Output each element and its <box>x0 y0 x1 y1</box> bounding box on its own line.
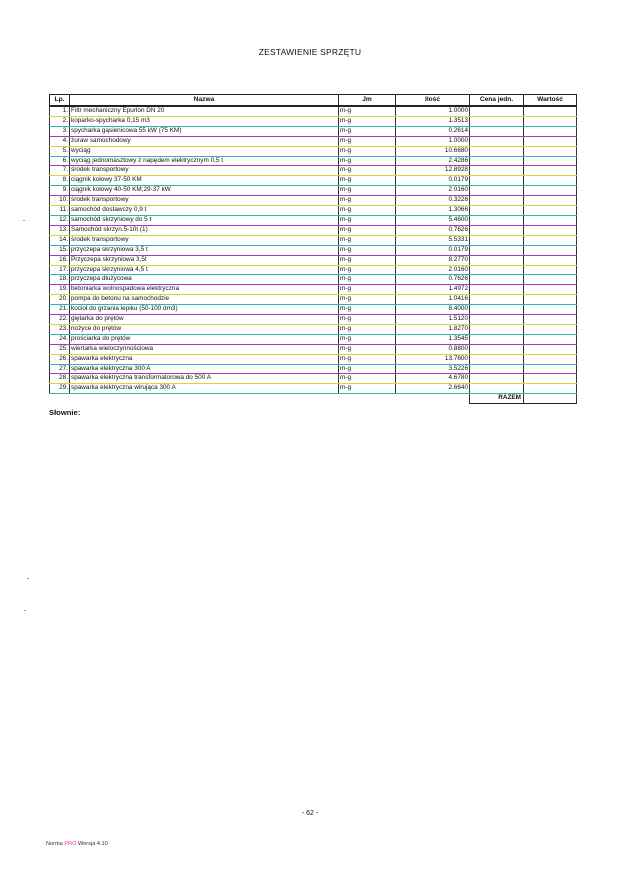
table-row <box>50 245 577 255</box>
footer-version: Wersja 4.10 <box>76 841 108 847</box>
row-unit-price <box>470 285 524 295</box>
table-row <box>50 275 577 285</box>
footer-brand: PRO <box>64 841 77 847</box>
table-row <box>50 136 577 146</box>
row-value <box>524 255 577 265</box>
row-name: przyczepa dłużycowa <box>70 275 339 285</box>
row-qty: 13.7600 <box>396 354 470 364</box>
row-name: spycharka gąsienicowa 55 kW (75 KM) <box>70 126 339 136</box>
row-jm: m-g <box>339 285 396 295</box>
row-unit-price <box>470 196 524 206</box>
row-qty: 1.5120 <box>396 315 470 325</box>
row-name: ciągnik kołowy 40-50 KM;29-37 kW <box>70 186 339 196</box>
row-lp: 9. <box>50 186 70 196</box>
row-value <box>524 215 577 225</box>
header-unit-price: Cena jedn. <box>470 95 524 107</box>
scan-speck <box>27 578 29 579</box>
row-qty: 12.8928 <box>396 166 470 176</box>
row-name: wyciąg jednomasztowy z napędem elektrycznym 0,5 t <box>70 156 339 166</box>
row-value <box>524 364 577 374</box>
table-row <box>50 225 577 235</box>
row-lp: 28. <box>50 374 70 384</box>
row-name: kocioł do grzania lepiku (50-100 dm3) <box>70 305 339 315</box>
row-value <box>524 206 577 216</box>
table-row <box>50 374 577 384</box>
row-qty: 10.6680 <box>396 146 470 156</box>
row-name: przyczepa skrzyniowa 4,5 t <box>70 265 339 275</box>
row-lp: 7. <box>50 166 70 176</box>
row-unit-price <box>470 384 524 394</box>
equipment-table <box>49 94 577 404</box>
row-name: Filtr mechaniczny Epurlon DN 20 <box>70 106 339 116</box>
footer-prefix: Norma <box>46 841 65 847</box>
row-lp: 10. <box>50 196 70 206</box>
total-spacer <box>396 394 470 404</box>
table-row <box>50 215 577 225</box>
row-unit-price <box>470 136 524 146</box>
row-jm: m-g <box>339 344 396 354</box>
row-lp: 3. <box>50 126 70 136</box>
table-row <box>50 176 577 186</box>
row-jm: m-g <box>339 106 396 116</box>
row-qty: 0.7626 <box>396 275 470 285</box>
table-body <box>50 106 577 394</box>
row-value <box>524 344 577 354</box>
row-qty: 2.0160 <box>396 265 470 275</box>
row-lp: 15. <box>50 245 70 255</box>
table-row <box>50 315 577 325</box>
row-jm: m-g <box>339 275 396 285</box>
row-unit-price <box>470 225 524 235</box>
row-qty: 2.4286 <box>396 156 470 166</box>
table-row <box>50 206 577 216</box>
table-row <box>50 324 577 334</box>
amount-in-words-label: Słownie: <box>49 408 81 417</box>
row-unit-price <box>470 176 524 186</box>
row-lp: 21. <box>50 305 70 315</box>
table-row <box>50 295 577 305</box>
table-row <box>50 334 577 344</box>
row-unit-price <box>470 265 524 275</box>
header-jm: Jm <box>339 95 396 107</box>
row-value <box>524 295 577 305</box>
total-label: RAZEM <box>470 394 524 404</box>
row-qty: 0.3226 <box>396 196 470 206</box>
row-value <box>524 265 577 275</box>
total-row <box>50 394 577 404</box>
row-unit-price <box>470 374 524 384</box>
row-lp: 13. <box>50 225 70 235</box>
row-qty: 0.0179 <box>396 176 470 186</box>
row-jm: m-g <box>339 334 396 344</box>
header-qty: Ilość <box>396 95 470 107</box>
row-unit-price <box>470 186 524 196</box>
row-name: spawarka elektryczna transformatorowa do 500 A <box>70 374 339 384</box>
row-unit-price <box>470 315 524 325</box>
row-lp: 8. <box>50 176 70 186</box>
row-name: koparko-spycharka 0,15 m3 <box>70 116 339 126</box>
row-jm: m-g <box>339 116 396 126</box>
row-unit-price <box>470 245 524 255</box>
table-row <box>50 364 577 374</box>
row-value <box>524 126 577 136</box>
table-row <box>50 305 577 315</box>
row-qty: 3.5226 <box>396 364 470 374</box>
row-name: samochód dostawczy 0,9 t <box>70 206 339 216</box>
row-qty: 1.0416 <box>396 295 470 305</box>
table-row <box>50 285 577 295</box>
row-unit-price <box>470 235 524 245</box>
row-unit-price <box>470 275 524 285</box>
row-unit-price <box>470 166 524 176</box>
row-value <box>524 146 577 156</box>
row-value <box>524 166 577 176</box>
scan-speck <box>24 610 26 611</box>
row-jm: m-g <box>339 295 396 305</box>
header-value: Wartość <box>524 95 577 107</box>
row-unit-price <box>470 305 524 315</box>
row-value <box>524 315 577 325</box>
row-lp: 17. <box>50 265 70 275</box>
row-name: betoniarka wolnospadowa elektryczna <box>70 285 339 295</box>
row-name: ciągnik kołowy 37-50 KM <box>70 176 339 186</box>
row-lp: 19. <box>50 285 70 295</box>
table-row <box>50 156 577 166</box>
table-row <box>50 146 577 156</box>
header-name: Nazwa <box>70 95 339 107</box>
row-jm: m-g <box>339 156 396 166</box>
table-row <box>50 126 577 136</box>
row-unit-price <box>470 146 524 156</box>
row-value <box>524 354 577 364</box>
row-lp: 27. <box>50 364 70 374</box>
row-qty: 0.2614 <box>396 126 470 136</box>
row-jm: m-g <box>339 196 396 206</box>
row-name: pompa do betonu na samochodzie <box>70 295 339 305</box>
row-value <box>524 275 577 285</box>
row-value <box>524 225 577 235</box>
row-qty: 1.4972 <box>396 285 470 295</box>
row-qty: 0.7626 <box>396 225 470 235</box>
row-jm: m-g <box>339 315 396 325</box>
row-value <box>524 384 577 394</box>
row-qty: 5.4600 <box>396 215 470 225</box>
row-jm: m-g <box>339 186 396 196</box>
row-qty: 1.3066 <box>396 206 470 216</box>
table-row <box>50 265 577 275</box>
row-jm: m-g <box>339 206 396 216</box>
row-value <box>524 116 577 126</box>
row-lp: 26. <box>50 354 70 364</box>
row-lp: 25. <box>50 344 70 354</box>
row-name: spawarka elektryczna <box>70 354 339 364</box>
row-qty: 1.3545 <box>396 334 470 344</box>
row-lp: 24. <box>50 334 70 344</box>
table-row <box>50 196 577 206</box>
row-lp: 2. <box>50 116 70 126</box>
row-qty: 8.2770 <box>396 255 470 265</box>
row-name: żuraw samochodowy <box>70 136 339 146</box>
row-value <box>524 245 577 255</box>
total-value <box>524 394 577 404</box>
row-lp: 6. <box>50 156 70 166</box>
row-jm: m-g <box>339 384 396 394</box>
row-name: przyczepa skrzyniowa 3,5 t <box>70 245 339 255</box>
row-jm: m-g <box>339 364 396 374</box>
row-lp: 12. <box>50 215 70 225</box>
row-lp: 4. <box>50 136 70 146</box>
row-name: giętarka do prętów <box>70 315 339 325</box>
row-unit-price <box>470 324 524 334</box>
table-row <box>50 344 577 354</box>
row-jm: m-g <box>339 324 396 334</box>
row-jm: m-g <box>339 265 396 275</box>
row-name: samochód skrzyniowy do 5 t <box>70 215 339 225</box>
row-lp: 14. <box>50 235 70 245</box>
row-value <box>524 324 577 334</box>
row-qty: 2.0160 <box>396 186 470 196</box>
row-jm: m-g <box>339 245 396 255</box>
row-unit-price <box>470 295 524 305</box>
row-qty: 0.0179 <box>396 245 470 255</box>
row-qty: 4.6780 <box>396 374 470 384</box>
row-name: środek transportowy <box>70 235 339 245</box>
document-title: ZESTAWIENIE SPRZĘTU <box>258 47 362 57</box>
row-unit-price <box>470 106 524 116</box>
row-value <box>524 334 577 344</box>
row-unit-price <box>470 344 524 354</box>
row-unit-price <box>470 354 524 364</box>
row-lp: 23. <box>50 324 70 334</box>
row-name: spawarka elektryczna 300 A <box>70 364 339 374</box>
row-qty: 2.6640 <box>396 384 470 394</box>
row-jm: m-g <box>339 225 396 235</box>
row-jm: m-g <box>339 305 396 315</box>
row-value <box>524 156 577 166</box>
row-qty: 1.0000 <box>396 136 470 146</box>
row-name: wyciąg <box>70 146 339 156</box>
row-unit-price <box>470 156 524 166</box>
row-lp: 5. <box>50 146 70 156</box>
row-value <box>524 305 577 315</box>
row-qty: 5.5331 <box>396 235 470 245</box>
table-header-row <box>50 95 577 107</box>
row-lp: 20. <box>50 295 70 305</box>
row-name: nożyce do prętów <box>70 324 339 334</box>
row-qty: 1.3513 <box>396 116 470 126</box>
row-name: prościarka do prętów <box>70 334 339 344</box>
row-jm: m-g <box>339 136 396 146</box>
row-jm: m-g <box>339 215 396 225</box>
row-value <box>524 196 577 206</box>
table-row <box>50 116 577 126</box>
row-value <box>524 176 577 186</box>
row-qty: 1.0000 <box>396 106 470 116</box>
row-value <box>524 106 577 116</box>
row-unit-price <box>470 334 524 344</box>
row-value <box>524 136 577 146</box>
table-row <box>50 106 577 116</box>
row-lp: 11. <box>50 206 70 216</box>
row-lp: 16. <box>50 255 70 265</box>
row-jm: m-g <box>339 126 396 136</box>
header-lp: Lp. <box>50 95 70 107</box>
total-spacer <box>339 394 396 404</box>
row-value <box>524 285 577 295</box>
row-unit-price <box>470 206 524 216</box>
page-number: - 62 - <box>301 810 319 817</box>
row-jm: m-g <box>339 176 396 186</box>
row-jm: m-g <box>339 354 396 364</box>
table-row <box>50 354 577 364</box>
footer <box>46 841 108 847</box>
table-row <box>50 186 577 196</box>
row-lp: 22. <box>50 315 70 325</box>
row-unit-price <box>470 364 524 374</box>
row-unit-price <box>470 215 524 225</box>
table-row <box>50 384 577 394</box>
row-value <box>524 374 577 384</box>
row-jm: m-g <box>339 374 396 384</box>
row-qty: 1.8270 <box>396 324 470 334</box>
row-unit-price <box>470 126 524 136</box>
row-unit-price <box>470 116 524 126</box>
row-jm: m-g <box>339 255 396 265</box>
row-jm: m-g <box>339 146 396 156</box>
total-spacer <box>50 394 70 404</box>
row-qty: 8.4000 <box>396 305 470 315</box>
row-jm: m-g <box>339 235 396 245</box>
table-row <box>50 166 577 176</box>
table-row <box>50 235 577 245</box>
row-value <box>524 235 577 245</box>
scan-speck <box>23 220 25 221</box>
row-value <box>524 186 577 196</box>
total-spacer <box>70 394 339 404</box>
row-jm: m-g <box>339 166 396 176</box>
row-name: Samochód skrzyn.5-10t (1) <box>70 225 339 235</box>
row-name: Przyczepa skrzyniowa 3,5t <box>70 255 339 265</box>
row-unit-price <box>470 255 524 265</box>
row-lp: 18. <box>50 275 70 285</box>
row-name: wiertarka wieloczynnościowa <box>70 344 339 354</box>
row-lp: 29. <box>50 384 70 394</box>
table-row <box>50 255 577 265</box>
row-name: środek transportowy <box>70 196 339 206</box>
row-lp: 1. <box>50 106 70 116</box>
row-name: środek transportowy <box>70 166 339 176</box>
row-qty: 0.8800 <box>396 344 470 354</box>
row-name: spawarka elektryczna wirująca 300 A <box>70 384 339 394</box>
